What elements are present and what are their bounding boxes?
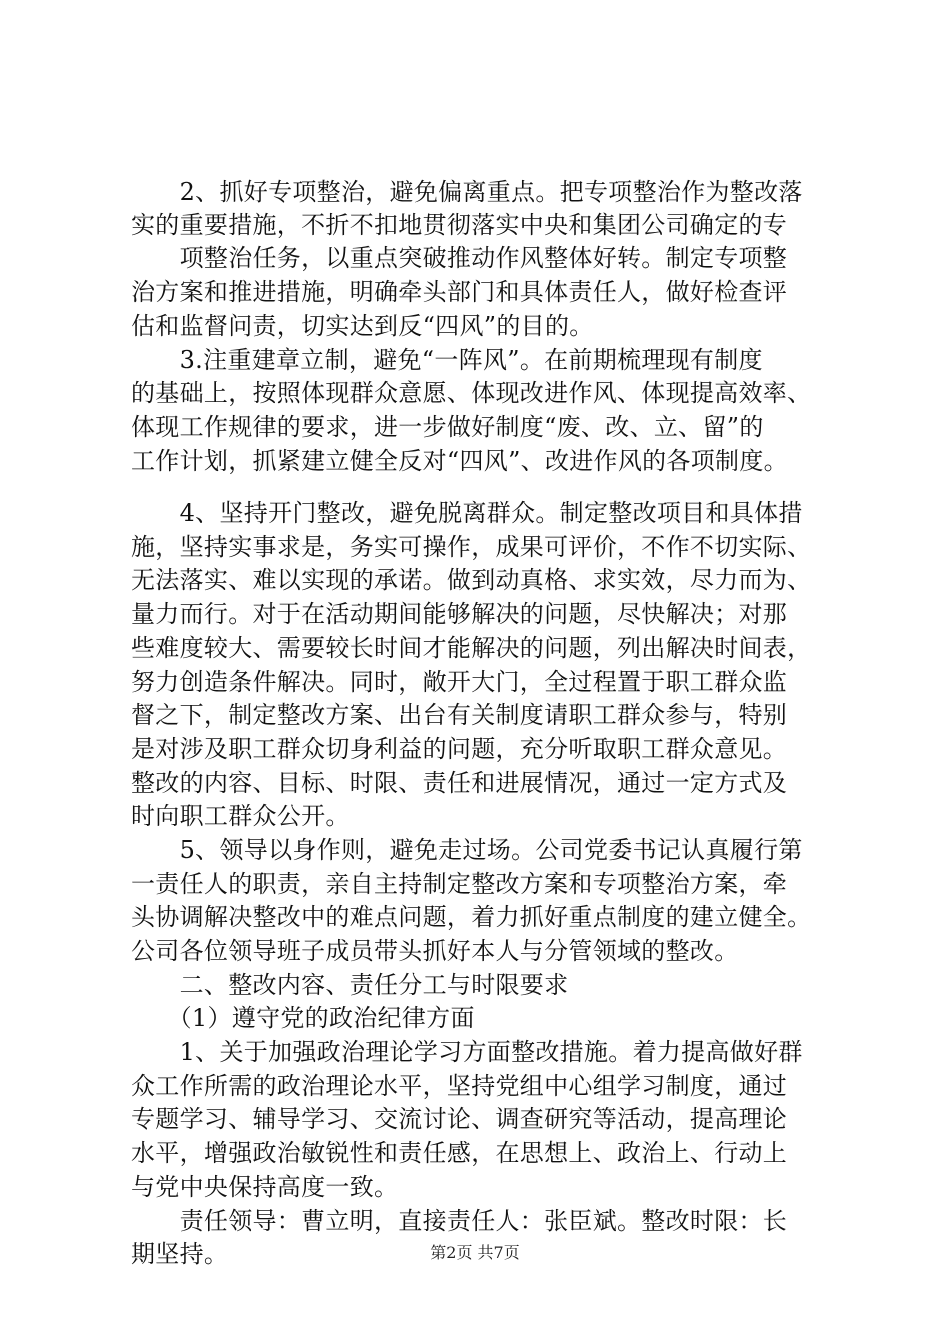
text-line: 工作计划，抓紧建立健全反对“四风”、改进作风的各项制度。 xyxy=(131,447,788,475)
text-line: 实的重要措施，不折不扣地贯彻落实中央和集团公司确定的专 xyxy=(131,211,788,239)
text-line: 些难度较大、需要较长时间才能解决的问题，列出解决时间表， xyxy=(131,634,812,662)
text-line: 时向职工群众公开。 xyxy=(131,802,350,830)
text-line: 二、整改内容、责任分工与时限要求 xyxy=(131,971,569,999)
text-line: 体现工作规律的要求，进一步做好制度“废、改、立、留”的 xyxy=(131,413,764,441)
text-line: 项整治任务，以重点突破推动作风整体好转。制定专项整 xyxy=(131,244,788,272)
text-line: 一责任人的职责，亲自主持制定整改方案和专项整治方案，牵 xyxy=(131,870,788,898)
text-line: 量力而行。对于在活动期间能够解决的问题，尽快解决；对那 xyxy=(131,600,788,628)
text-line: 努力创造条件解决。同时，敞开大门，全过程置于职工群众监 xyxy=(131,668,788,696)
text-line: 与党中央保持高度一致。 xyxy=(131,1173,399,1201)
text-line: 4、坚持开门整改，避免脱离群众。制定整改项目和具体措 xyxy=(131,499,803,527)
text-line: 头协调解决整改中的难点问题，着力抓好重点制度的建立健全。 xyxy=(131,903,812,931)
text-line: 的基础上，按照体现群众意愿、体现改进作风、体现提高效率、 xyxy=(131,379,812,407)
text-line: 是对涉及职工群众切身利益的问题，充分听取职工群众意见。 xyxy=(131,735,788,763)
text-line: 5、领导以身作则，避免走过场。公司党委书记认真履行第 xyxy=(131,836,803,864)
text-line: 1、关于加强政治理论学习方面整改措施。着力提高做好群 xyxy=(131,1038,803,1066)
page-footer: 第2页 共7页 xyxy=(430,1243,520,1262)
text-line: 整改的内容、目标、时限、责任和进展情况，通过一定方式及 xyxy=(131,769,788,797)
text-line: 责任领导：曹立明，直接责任人：张臣斌。整改时限：长 xyxy=(131,1207,788,1235)
text-line: 水平，增强政治敏锐性和责任感，在思想上、政治上、行动上 xyxy=(131,1139,788,1167)
text-line: 无法落实、难以实现的承诺。做到动真格、求实效，尽力而为、 xyxy=(131,566,812,594)
text-line: 期坚持。 xyxy=(131,1240,229,1268)
text-line: 督之下，制定整改方案、出台有关制度请职工群众参与，特别 xyxy=(131,701,788,729)
text-line: 估和监督问责，切实达到反“四风”的目的。 xyxy=(131,312,594,340)
text-line: 专题学习、辅导学习、交流讨论、调查研究等活动，提高理论 xyxy=(131,1105,788,1133)
text-line: 众工作所需的政治理论水平，坚持党组中心组学习制度，通过 xyxy=(131,1072,788,1100)
text-line: 3.注重建章立制，避免“一阵风”。在前期梳理现有制度 xyxy=(131,346,763,374)
text-line: （1）遵守党的政治纪律方面 xyxy=(131,1004,475,1032)
text-line: 公司各位领导班子成员带头抓好本人与分管领域的整改。 xyxy=(131,937,739,965)
text-line: 2、抓好专项整治，避免偏离重点。把专项整治作为整改落 xyxy=(131,178,803,206)
text-line: 施，坚持实事求是，务实可操作，成果可评价，不作不切实际、 xyxy=(131,533,812,561)
text-line: 治方案和推进措施，明确牵头部门和具体责任人，做好检查评 xyxy=(131,278,788,306)
